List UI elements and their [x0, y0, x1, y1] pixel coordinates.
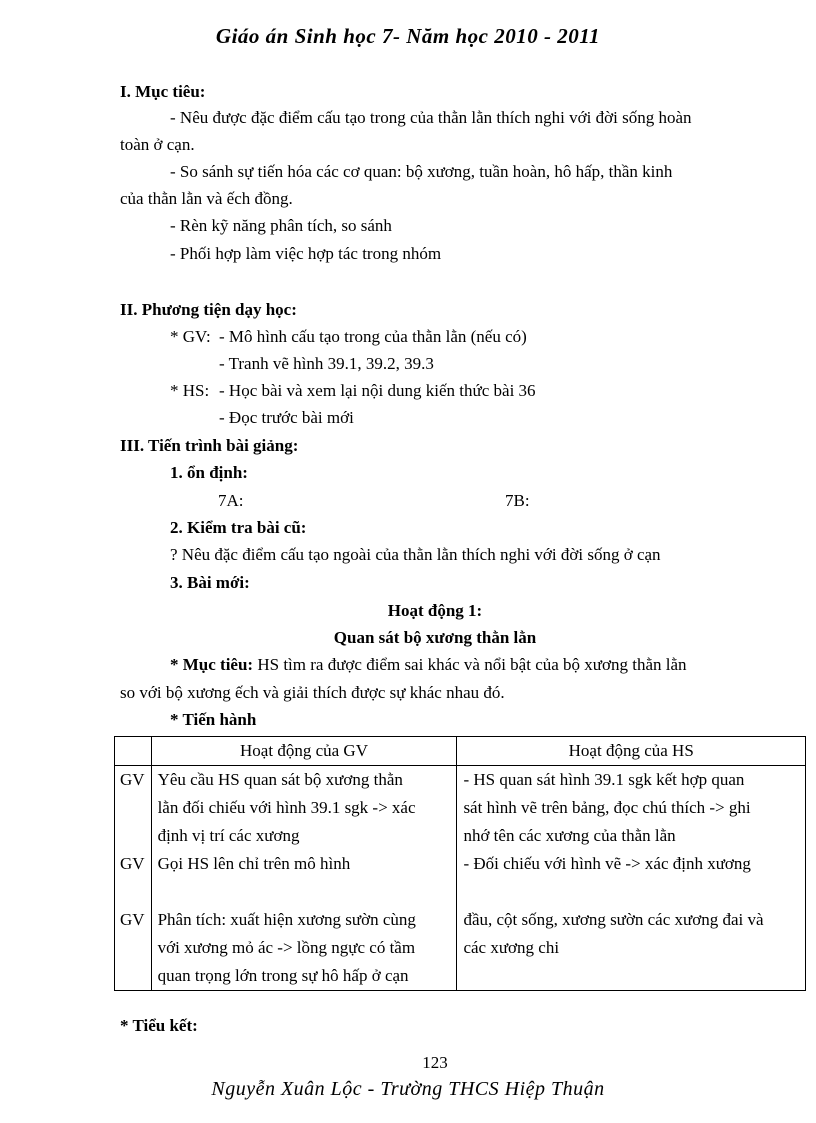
activity-subtitle: Quan sát bộ xương thằn lằn — [333, 628, 537, 647]
hs-item: - Học bài và xem lại nội dung kiến thức bài 36 — [219, 381, 536, 400]
objective-line: - Phối hợp làm việc hợp tác trong nhóm — [170, 244, 442, 263]
hs-activity-line: sát hình vẽ trên bảng, đọc chú thích -> ghi — [463, 798, 751, 817]
activity-table — [114, 736, 806, 991]
proceed-label: * Tiến hành — [170, 710, 257, 729]
activity-goal — [170, 655, 687, 675]
step-2-title: 2. Kiểm tra bài cũ: — [170, 518, 307, 537]
hs-item: - Đọc trước bài mới — [219, 408, 354, 427]
class-7b: 7B: — [505, 491, 530, 510]
objective-line: - Nêu được đặc điểm cấu tạo trong của thằn lằn thích nghi với đời sống hoàn — [170, 108, 692, 127]
class-7a: 7A: — [218, 491, 244, 510]
gv-activity-line: với xương mỏ ác -> lồng ngực có tầm — [157, 938, 416, 957]
gv-item: - Mô hình cấu tạo trong của thằn lằn (nếu có) — [219, 327, 527, 346]
gv-label: * GV: — [170, 327, 211, 346]
role-label: GV — [120, 910, 145, 929]
objective-line: của thằn lằn và ếch đồng. — [120, 189, 293, 208]
section-1-title: I. Mục tiêu: — [120, 82, 206, 101]
hs-activity-line: - HS quan sát hình 39.1 sgk kết hợp quan — [463, 770, 745, 789]
table-header-cell — [115, 737, 152, 766]
goal-label: * Mục tiêu: — [170, 655, 254, 674]
table-row — [115, 766, 806, 991]
page-footer: Nguyễn Xuân Lộc - Trường THCS Hiệp Thuận — [211, 1078, 605, 1100]
gv-activity-line: quan trọng lớn trong sự hô hấp ở cạn — [157, 966, 409, 985]
goal-text: HS tìm ra được điểm sai khác và nổi bật của bộ xương thằn lằn — [253, 655, 687, 674]
objective-line: toàn ở cạn. — [120, 135, 195, 154]
review-question: ? Nêu đặc điểm cấu tạo ngoài của thằn lằn thích nghi với đời sống ở cạn — [170, 545, 661, 564]
hs-label: * HS: — [170, 381, 210, 400]
role-label: GV — [120, 854, 145, 873]
table-header-row — [115, 737, 806, 766]
step-1-title: 1. ổn định: — [170, 463, 248, 482]
activity-goal-cont: so với bộ xương ếch và giải thích được sự khác nhau đó. — [120, 683, 505, 702]
hs-activity-column — [457, 766, 806, 991]
hs-activity-line: - Đối chiếu với hình vẽ -> xác định xương — [463, 854, 751, 873]
objective-line: - Rèn kỹ năng phân tích, so sánh — [170, 216, 392, 235]
table-header-gv: Hoạt động của GV — [151, 737, 457, 766]
gv-item: - Tranh vẽ hình 39.1, 39.2, 39.3 — [219, 354, 434, 373]
role-column — [115, 766, 152, 991]
table-header-hs: Hoạt động của HS — [457, 737, 806, 766]
activity-title: Hoạt động 1: — [387, 601, 483, 620]
objective-line: - So sánh sự tiến hóa các cơ quan: bộ xương, tuần hoàn, hô hấp, thần kinh — [170, 162, 673, 181]
gv-activity-line: định vị trí các xương — [157, 826, 300, 845]
summary-label: * Tiểu kết: — [120, 1016, 198, 1035]
role-label: GV — [120, 770, 145, 789]
page-number: 123 — [422, 1053, 448, 1072]
page-header: Giáo án Sinh học 7- Năm học 2010 - 2011 — [215, 24, 601, 48]
hs-activity-line: các xương chi — [463, 938, 560, 957]
step-3-title: 3. Bài mới: — [170, 573, 250, 592]
section-2-title: II. Phương tiện dạy học: — [120, 300, 297, 319]
gv-activity-column — [151, 766, 457, 991]
gv-activity-line: Yêu cầu HS quan sát bộ xương thằn — [157, 770, 403, 789]
section-3-title: III. Tiến trình bài giảng: — [120, 436, 299, 455]
hs-activity-line: nhớ tên các xương của thằn lằn — [463, 826, 676, 845]
gv-activity-line: Gọi HS lên chỉ trên mô hình — [157, 854, 351, 873]
hs-activity-line: đầu, cột sống, xương sườn các xương đai và — [463, 910, 764, 929]
gv-activity-line: Phân tích: xuất hiện xương sườn cùng — [157, 910, 416, 929]
gv-activity-line: lằn đối chiếu với hình 39.1 sgk -> xác — [157, 798, 416, 817]
